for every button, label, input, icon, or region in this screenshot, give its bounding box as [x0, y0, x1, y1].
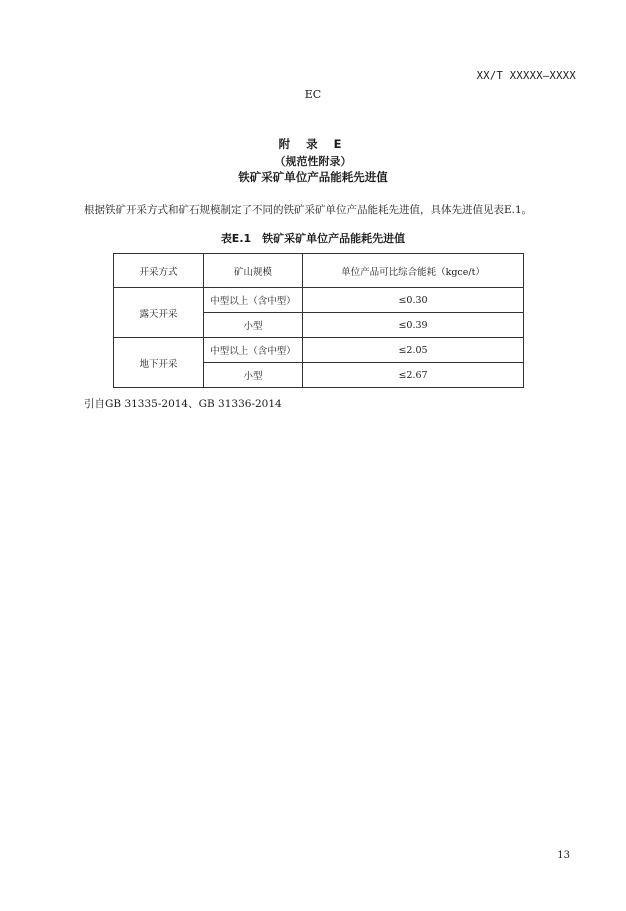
section-code: EC — [304, 88, 322, 101]
energy-value-cell: ≤0.30 — [303, 288, 524, 313]
mining-method-cell: 露天开采 — [114, 288, 204, 338]
table-header-row — [114, 254, 524, 288]
appendix-kind: （规范性附录） — [274, 155, 352, 168]
energy-consumption-table — [113, 253, 524, 388]
mining-method-cell: 地下开采 — [114, 338, 204, 388]
energy-value-cell: ≤0.39 — [303, 313, 524, 338]
appendix-name: 铁矿采矿单位产品能耗先进值 — [238, 170, 388, 184]
header-energy-consumption: 单位产品可比综合能耗（kgce/t） — [303, 254, 524, 288]
table-row — [114, 288, 524, 313]
standard-code: XX/T XXXXX—XXXX — [476, 70, 576, 82]
table-caption: 表E.1 铁矿采矿单位产品能耗先进值 — [220, 232, 406, 245]
energy-value-cell: ≤2.67 — [303, 363, 524, 388]
body-paragraph: 根据铁矿开采方式和矿石规模制定了不同的铁矿采矿单位产品能耗先进值，具体先进值见表E.1。 — [84, 204, 533, 216]
mine-scale-cell: 小型 — [204, 363, 303, 388]
table-row — [114, 338, 524, 363]
header-mine-scale: 矿山规模 — [204, 254, 303, 288]
header-mining-method: 开采方式 — [114, 254, 204, 288]
mine-scale-cell: 小型 — [204, 313, 303, 338]
mine-scale-cell: 中型以上（含中型） — [204, 338, 303, 363]
mine-scale-cell: 中型以上（含中型） — [204, 288, 303, 313]
page-number: 13 — [557, 850, 570, 861]
appendix-title: 附 录 E — [278, 137, 348, 151]
energy-value-cell: ≤2.05 — [303, 338, 524, 363]
source-note: 引自GB 31335-2014、GB 31336-2014 — [84, 398, 282, 410]
